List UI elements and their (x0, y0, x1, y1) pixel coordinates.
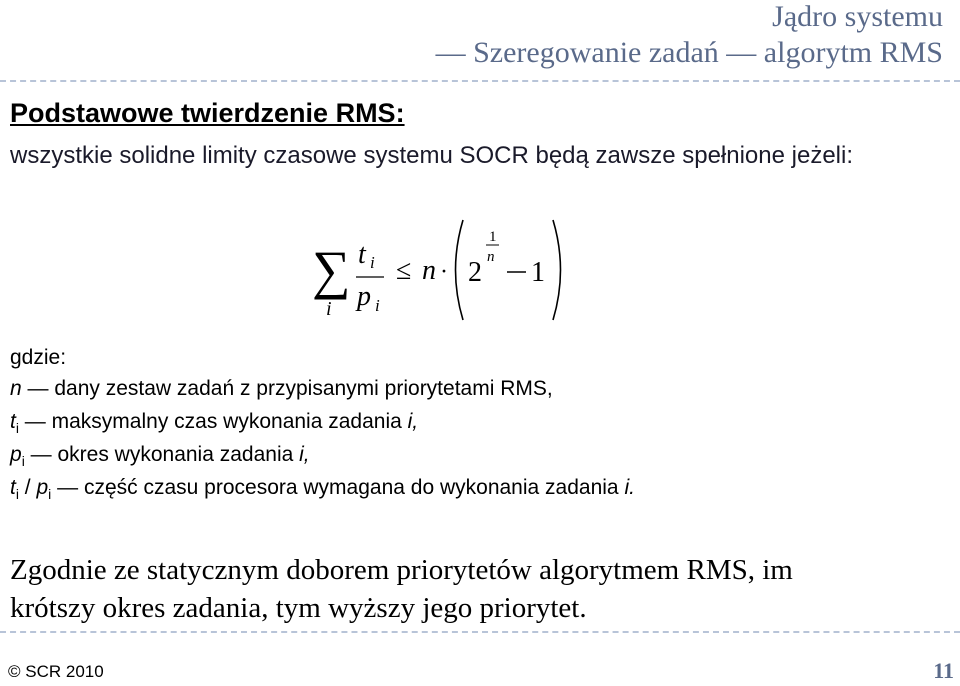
n-symbol: n (422, 255, 436, 286)
conclusion-line-1: Zgodnie ze statycznym doborem priorytetów algorytmem RMS, im (10, 554, 793, 586)
symbol-t-sub: i (15, 420, 19, 437)
exp-numerator: 1 (489, 229, 497, 245)
definition-t-tail: i, (407, 410, 419, 433)
denominator-sub: i (375, 296, 380, 315)
right-paren (553, 220, 561, 320)
conclusion-line-2: krótszy okres zadania, tym wyższy jego priorytet. (10, 592, 587, 624)
symbol-ratio-t: t (10, 476, 16, 499)
definition-ratio (10, 476, 635, 502)
symbol-n: n (10, 377, 22, 400)
where-label: gdzie: (10, 346, 67, 369)
denominator-p: p (357, 281, 371, 312)
left-paren (456, 220, 464, 320)
base-two: 2 (468, 257, 482, 288)
sum-index: i (326, 298, 332, 320)
definition-ratio-tail: i. (624, 476, 635, 499)
definition-p-tail: i, (299, 443, 310, 466)
symbol-p-sub: i (21, 453, 25, 470)
definition-n (10, 377, 553, 401)
header-divider (0, 80, 960, 82)
symbol-ratio-p: p (36, 476, 49, 499)
symbol-t: t (10, 410, 16, 433)
definition-p-text: — okres wykonania zadania (24, 443, 300, 466)
footer-divider (0, 631, 960, 633)
definition-t-text: — maksymalny czas wykonania zadania (18, 410, 408, 433)
conclusion-paragraph (10, 551, 793, 627)
slide-subtitle: — Szeregowanie zadań — algorytm RMS (435, 36, 943, 69)
definition-p (10, 443, 310, 469)
slide-title: Jądro systemu (772, 0, 943, 33)
dot-operator: · (440, 259, 448, 285)
theorem-intro: wszystkie solidne limity czasowe systemu SOCR będą zawsze spełnione jeżeli: (10, 142, 853, 169)
definition-t (10, 410, 418, 436)
ratio-slash: / (18, 476, 37, 499)
definition-n-text: — dany zestaw zadań z przypisanymi priorytetami RMS, (21, 377, 553, 400)
definition-ratio-text: — część czasu procesora wymagana do wykonania zadania (51, 476, 625, 499)
numerator-sub: i (370, 253, 375, 272)
exp-denominator: n (487, 249, 495, 265)
symbol-ratio-t-sub: i (15, 486, 19, 503)
minus-one: 1 (531, 257, 545, 288)
rms-formula (300, 215, 580, 325)
symbol-p: p (10, 443, 22, 466)
page-number: 11 (933, 658, 954, 683)
numerator-t: t (358, 239, 366, 270)
leq-symbol: ≤ (396, 255, 412, 286)
theorem-heading: Podstawowe twierdzenie RMS: (10, 98, 405, 128)
sum-symbol: ∑ (312, 240, 351, 300)
symbol-ratio-p-sub: i (48, 486, 52, 503)
footer-copyright: © SCR 2010 (8, 662, 104, 681)
